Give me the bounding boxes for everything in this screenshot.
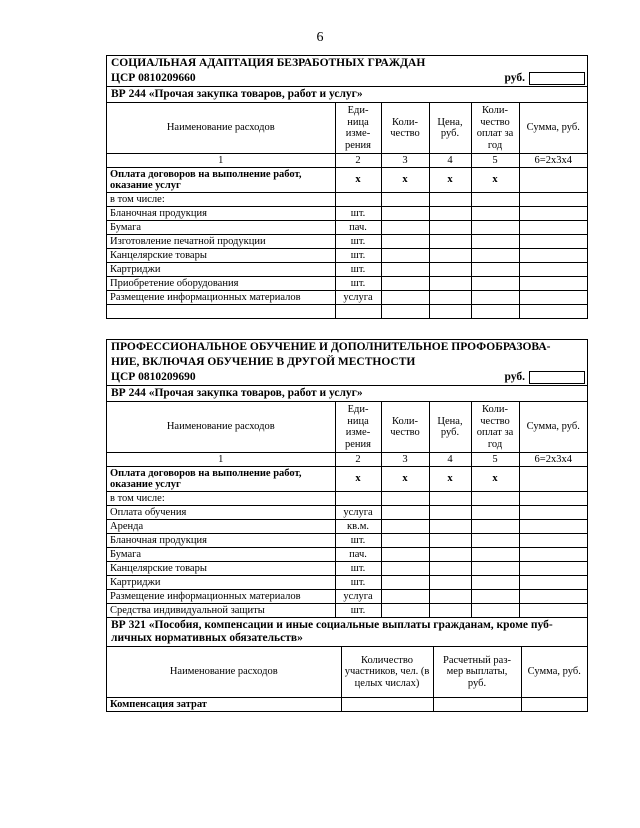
table-row-unit: шт. [335, 249, 381, 263]
table-row-unit: услуга [335, 291, 381, 305]
header2-name: Наименование расходов [107, 647, 341, 698]
table-row-name: Картриджи [107, 263, 335, 277]
section2-rub-box [529, 371, 585, 384]
section-professional-training [106, 339, 588, 712]
header-unit: Еди-ница изме-рения [335, 402, 381, 453]
header-unit: Еди-ница изме-рения [335, 103, 381, 154]
table-row-unit: шт. [335, 263, 381, 277]
header2-participants: Количество участников, чел. (в целых числах) [341, 647, 433, 698]
table-row-unit: шт. [335, 235, 381, 249]
col-number: 1 [107, 453, 335, 467]
header2-sum: Сумма, руб. [521, 647, 587, 698]
section2-vr: ВР 244 «Прочая закупка товаров, работ и услуг» [107, 386, 587, 402]
section-social-adaptation [106, 55, 588, 319]
table-row-name: Бланочная продукция [107, 534, 335, 548]
section2-table [107, 402, 587, 617]
table-row-name: Размещение информационных материалов [107, 291, 335, 305]
header-payments: Коли-чество оплат за год [471, 402, 519, 453]
main-row-mark: х [471, 168, 519, 193]
section2-vr2-line1: ВР 321 «Пособия, компенсации и иные социальные выплаты гражданам, кроме пуб- [111, 619, 553, 631]
col-number: 6=2х3х4 [519, 453, 587, 467]
col-number: 2 [335, 453, 381, 467]
section2-title-line2: НИЕ, ВКЛЮЧАЯ ОБУЧЕНИЕ В ДРУГОЙ МЕСТНОСТИ [111, 356, 416, 368]
table-row-name: Размещение информационных материалов [107, 590, 335, 604]
section1-rub-label: руб. [504, 72, 525, 84]
section1-table [107, 103, 587, 318]
main-row-mark: х [335, 168, 381, 193]
header-sum: Сумма, руб. [519, 402, 587, 453]
main-row-mark: х [381, 168, 429, 193]
table-row-unit: пач. [335, 221, 381, 235]
section2-vr2-line2: личных нормативных обязательств» [111, 632, 303, 644]
col-number: 2 [335, 154, 381, 168]
header-name: Наименование расходов [107, 103, 335, 154]
table-row-name: Аренда [107, 520, 335, 534]
table-row-unit: услуга [335, 590, 381, 604]
section2-csr: ЦСР 0810209690 [111, 371, 196, 383]
subheader: в том числе: [107, 193, 335, 207]
main-row-mark: х [335, 467, 381, 492]
col-number: 3 [381, 453, 429, 467]
table-row-unit: пач. [335, 548, 381, 562]
col-number: 5 [471, 154, 519, 168]
page-number: 6 [316, 30, 324, 45]
table-row-name: Изготовление печатной продукции [107, 235, 335, 249]
section1-csr: ЦСР 0810209660 [111, 72, 196, 84]
main-row-mark: х [381, 467, 429, 492]
table-row-name: Оплата обучения [107, 506, 335, 520]
col-number: 6=2х3х4 [519, 154, 587, 168]
col-number: 4 [429, 453, 471, 467]
table-row-unit: услуга [335, 506, 381, 520]
table-row-unit: шт. [335, 207, 381, 221]
main-row-mark: х [429, 467, 471, 492]
col-number: 3 [381, 154, 429, 168]
table-row-unit: шт. [335, 604, 381, 618]
table-row-unit: шт. [335, 562, 381, 576]
header-quantity: Коли-чество [381, 402, 429, 453]
table-row-unit: кв.м. [335, 520, 381, 534]
table-row-unit: шт. [335, 534, 381, 548]
main-row-name: Оплата договоров на выполнение работ, оказание услуг [107, 168, 335, 193]
header-name: Наименование расходов [107, 402, 335, 453]
table-row-name: Канцелярские товары [107, 249, 335, 263]
main-row-sum [519, 467, 587, 492]
table-row-unit: шт. [335, 576, 381, 590]
section2-csr-line [107, 370, 587, 386]
section1-rub-box [529, 72, 585, 85]
header2-payment-size: Расчетный раз-мер выплаты, руб. [433, 647, 521, 698]
header-sum: Сумма, руб. [519, 103, 587, 154]
section2-vr2 [107, 617, 587, 647]
table-row-name: Средства индивидуальной защиты [107, 604, 335, 618]
col-number: 1 [107, 154, 335, 168]
table-row-name: Картриджи [107, 576, 335, 590]
section1-csr-line [107, 71, 587, 87]
col-number: 5 [471, 453, 519, 467]
subheader: в том числе: [107, 492, 335, 506]
section1-title: СОЦИАЛЬНАЯ АДАПТАЦИЯ БЕЗРАБОТНЫХ ГРАЖДАН [111, 57, 426, 69]
table-row-name: Бумага [107, 548, 335, 562]
main-row-mark: х [471, 467, 519, 492]
main-row-sum [519, 168, 587, 193]
col-number: 4 [429, 154, 471, 168]
section1-vr: ВР 244 «Прочая закупка товаров, работ и услуг» [107, 87, 587, 103]
table-row-unit: шт. [335, 277, 381, 291]
section2-table2 [107, 647, 587, 711]
header-quantity: Коли-чество [381, 103, 429, 154]
header-price: Цена, руб. [429, 402, 471, 453]
table-row-name: Бланочная продукция [107, 207, 335, 221]
section2-rub-label: руб. [504, 371, 525, 383]
section2-title-line1: ПРОФЕССИОНАЛЬНОЕ ОБУЧЕНИЕ И ДОПОЛНИТЕЛЬНОЕ ПРОФОБРАЗОВА- [111, 341, 551, 353]
main-row-mark: х [429, 168, 471, 193]
table-row-name: Бумага [107, 221, 335, 235]
table2-row-name: Компенсация затрат [107, 698, 341, 712]
table-row-name: Приобретение оборудования [107, 277, 335, 291]
main-row-name: Оплата договоров на выполнение работ, оказание услуг [107, 467, 335, 492]
header-payments: Коли-чество оплат за год [471, 103, 519, 154]
table-row-name: Канцелярские товары [107, 562, 335, 576]
table-row-empty [107, 305, 335, 319]
header-price: Цена, руб. [429, 103, 471, 154]
